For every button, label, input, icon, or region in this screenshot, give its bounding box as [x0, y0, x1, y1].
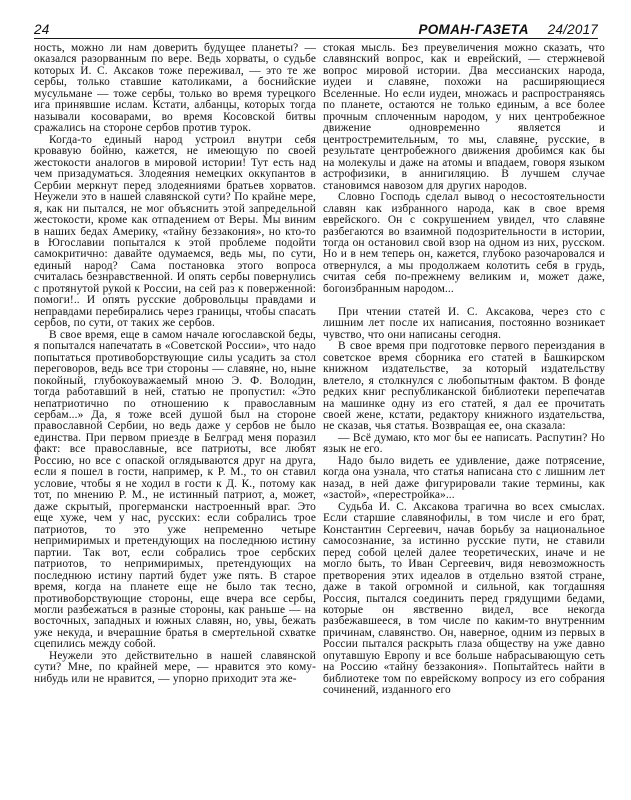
running-head [34, 14, 598, 39]
issue-number: 24/2017 [547, 21, 598, 37]
paragraph: Надо было видеть ее удивление, даже потрясение, когда она узнала, что статья написана сто с лишним лет назад, в ней даже фигурировали такие термины, как «застой», «перестройка»... [323, 454, 605, 502]
paragraph: Когда-то единый народ устроил внутри себя кровавую бойню, кажется, не имеющую по своей жестокости аналогов в мировой истории! Тут есть над чем призадуматься. Злодеяния немецких оккупантов в Сербии меркнут перед злодеяниями братьев хорватов. Неужели это в нашей славянской сути? По крайне мере, я, как ни пытался, не мог объяснить этой запредельной жестокости, кроме как отпадением от Веры. Мы виним в наших бедах Америку, «тайну беззакония», но кто-то в Югославии попытался к этой проблеме подойти самокритично: давайте одумаемся, ведь мы, по сути, единый народ? Сама постановка этого вопроса считалась безнравственной. И опять сербы повернулись с протянутой рукой к России, на сей раз к поверженной: помоги!.. И опять русские добровольцы правдами и неправдами перебирались через границы, чтобы спасать сербов, по сути, от таких же сербов. [34, 133, 316, 330]
paragraph: Словно Господь сделал вывод о несостоятельности славян как избранного народа, как в свое время еврейского. Он с сокрушением увидел, что славяне разбегаются во взаимной подозрительности в истории, тогда он остановил свой взор на одном из них, русском. Но и в нем теперь он, кажется, глубоко разочаровался и отвернулся, а мы продолжаем колотить себя в грудь, считая себя по-прежнему великим и, может даже, богоизбранным народом... [323, 191, 605, 295]
running-head-right [418, 23, 598, 37]
paragraph: В свое время при подготовке первого переиздания в советское время сборника его статей в Башкирском книжном издательстве, за который издательству влетело, я столкнулся с любопытным фактом. В фонде редких книг республиканской библиотеки перепечатав на машинке одну из его статей, я дал ее прочитать своей жене, кстати, редактору книжного издательства, не сказав, чья статья. Возвращая ее, она сказала: [323, 340, 605, 433]
paragraph: — Всё думаю, кто мог бы ее написать. Распутин? Но язык не его. [323, 431, 605, 456]
page-number: 24 [34, 21, 50, 37]
column-left [34, 43, 316, 792]
paragraph: Судьба И. С. Аксакова трагична во всех смыслах. Если старшие славянофилы, в том числе и его брат, Константин Сергеевич, начав борьбу за национальное самосознание, за истинно русские пути, не ставили перед собой целей далее теоретических, иначе и не могло быть, то Иван Сергеевич, видя невозможность претворения этих идеалов в отдельно взятой стране, даже в такой огромной и сильной, как тогдашняя Россия, пытался соединить перед грядущими бедами, которые он явственно видел, все некогда разбежавшееся, в том числе по каким-то внутренним причинам, славянство. Он, наверное, одним из первых в России пытался раскрыть глаза обществу на уже давно опутавшую Европу и все больше набрасывающую сеть на Россию «тайну беззакония». Попытайтесь найти в библиотеке том по еврейскому вопросу из его собрания сочинений, изданного его [323, 500, 605, 697]
paragraph: В свое время, еще в самом начале югославской беды, я попытался напечатать в «Советской России», что надо попытаться противоборствующие силы усадить за стол переговоров, ведь все три стороны — славяне, но, ныне покойный, глубокоуважаемый мною Э. Ф. Володин, тогда работавший в ней, статью не пропустил: «Это непатриотично по отношению к православным сербам...» Да, я тоже всей душой был на стороне православной Сербии, но ведь даже у сербов не было единства. При первом приезде в Белград меня поразил факт: все православные, все патриоты, все любят Россию, но все с опаской оглядываются друг на друга, если я пошел в гости, например, к Р. М., то он ставил условие, чтобы я не ходил в гости к Д. К., потому как тот, по мнению Р. М., не истинный патриот, а, может, даже скрытый, прогермански настроенный враг. Это еще хуже, чем у нас, русских: если собрались трое патриотов, то это уже непременно четыре непримиримых и претендующих на последнюю истину партии. Так вот, если собрались трое сербских патриотов, то непримиримых, претендующих на последнюю истину партий будет уже пять. В старое время, когда на планете еще не было так тесно, противоборствующие стороны, еще вчера все сербы, могли разбежаться в разные стороны, как раньше — на восточных, западных и южных славян, но, увы, бежать уже некуда, и вчерашние братья в смертельной схватке сцепились между собой. [34, 328, 316, 651]
column-right [323, 43, 605, 792]
publication-title: РОМАН-ГАЗЕТА [418, 21, 529, 37]
body-columns [34, 42, 605, 792]
paragraph: ность, можно ли нам доверить будущее планеты? — оказался разорванным по вере. Ведь хорваты, о судьбе которых И. С. Аксаков тоже переживал, — это те же сербы, только ставшие католиками, а боснийские мусульмане — тоже сербы, только во время турецкого ига принявшие ислам. Кстати, албанцы, которых тогда называли косоварами, во время Косовской битвы сражались на стороне сербов против турок. [34, 42, 316, 135]
paragraph: стокая мысль. Без преувеличения можно сказать, что славянский вопрос, как и еврейский, — стержневой вопрос мировой истории. Два мессианских народа, иудеи и славяне, похожи на расширяющиеся Вселенные. Но если иудеи, множась и распространяясь по планете, остаются не только единым, а все более прочным сплоченным народом, у них центробежное движение одновременно является и центростремительным, то мы, славяне, русские, в результате центробежного движения дробимся как бы на молекулы и даже на атомы и впадаем, говоря языком астрофизики, в аннигиляцию. В лучшем случае становимся навозом для других народов. [323, 42, 605, 192]
paragraph: При чтении статей И. С. Аксакова, через сто с лишним лет после их написания, постоянно возникает чувство, что они написаны сегодня. [323, 305, 605, 341]
paragraph: Неужели это действительно в нашей славянской сути? Мне, по крайней мере, — нравится это кому-нибудь или не нравится, — упорно приходит эта же- [34, 649, 316, 685]
